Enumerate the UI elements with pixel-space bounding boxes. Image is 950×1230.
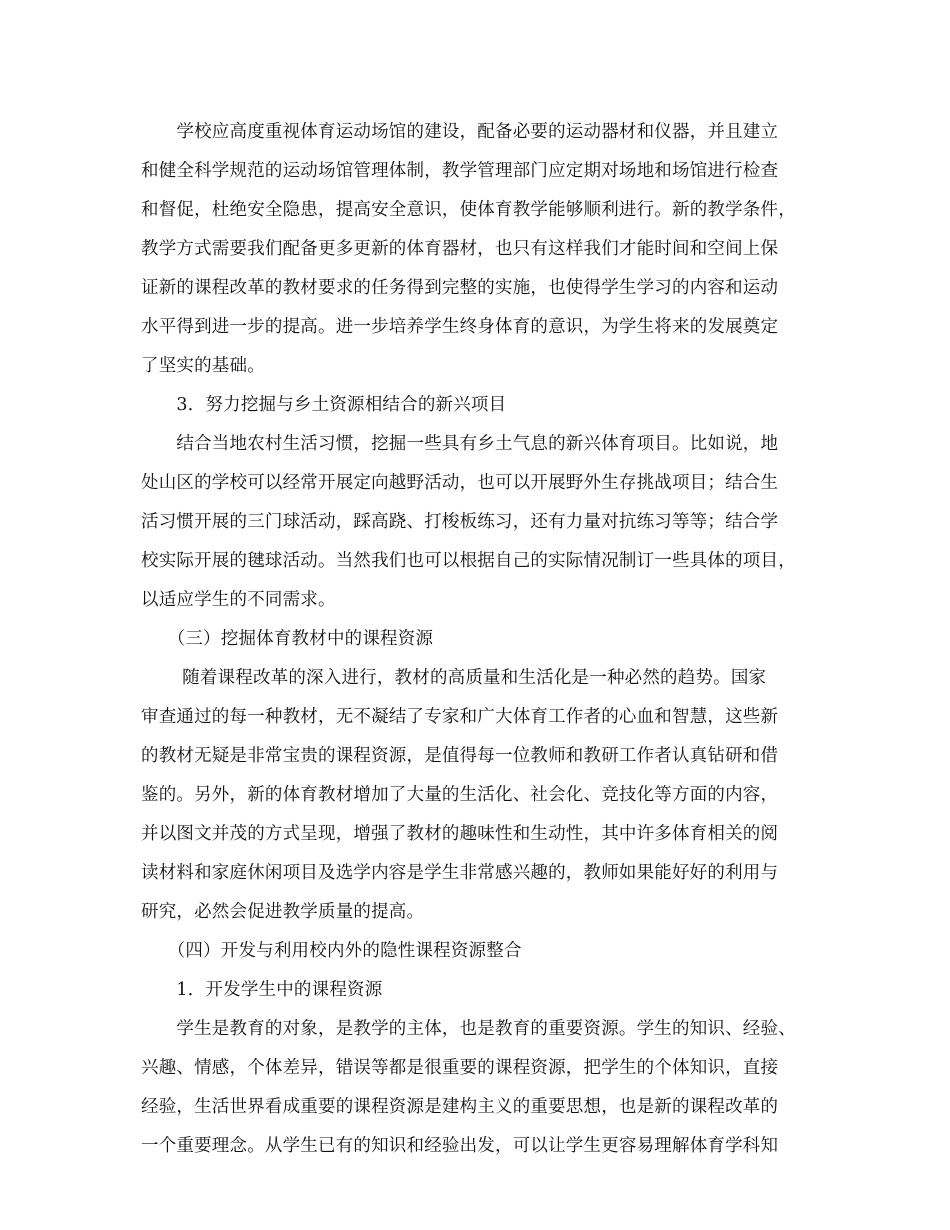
text-line: 研究，必然会促进教学质量的提高。 bbox=[141, 902, 425, 922]
text-line: 证新的课程改革的教材要求的任务得到完整的实施，也使得学生学习的内容和运动 bbox=[141, 278, 779, 298]
text-line: 学生是教育的对象，是教学的主体，也是教育的重要资源。学生的知识、经验、 bbox=[141, 1019, 796, 1039]
text-line: 校实际开展的毽球活动。当然我们也可以根据自己的实际情况制订一些具体的项目， bbox=[141, 551, 796, 571]
text-line: 鉴的。另外，新的体育教材增加了大量的生活化、社会化、竞技化等方面的内容， bbox=[141, 785, 779, 805]
text-line: 审查通过的每一种教材，无不凝结了专家和广大体育工作者的心血和智慧，这些新 bbox=[141, 707, 779, 727]
text-line: 随着课程改革的深入进行，教材的高质量和生活化是一种必然的趋势。国家 bbox=[141, 668, 767, 688]
text-line: 学校应高度重视体育运动场馆的建设，配备必要的运动器材和仪器，并且建立 bbox=[141, 122, 779, 142]
text-line: 处山区的学校可以经常开展定向越野活动，也可以开展野外生存挑战项目；结合生 bbox=[141, 473, 779, 493]
text-line: 和督促，杜绝安全隐患，提高安全意识，使体育教学能够顺利进行。新的教学条件， bbox=[141, 200, 796, 220]
text-line: 以适应学生的不同需求。 bbox=[141, 590, 336, 610]
section-heading: （三）挖掘体育教材中的课程资源 bbox=[141, 629, 434, 649]
text-line: 并以图文并茂的方式呈现，增强了教材的趣味性和生动性，其中许多体育相关的阅 bbox=[141, 824, 779, 844]
text-line: 和健全科学规范的运动场馆管理体制，教学管理部门应定期对场地和场馆进行检查 bbox=[141, 161, 779, 181]
text-line: 读材料和家庭休闲项目及选学内容是学生非常感兴趣的，教师如果能好好的利用与 bbox=[141, 863, 779, 883]
section-heading: 3．努力挖掘与乡土资源相结合的新兴项目 bbox=[141, 395, 507, 415]
text-line: 水平得到进一步的提高。进一步培养学生终身体育的意识，为学生将来的发展奠定 bbox=[141, 317, 779, 337]
text-line: 了坚实的基础。 bbox=[141, 356, 265, 376]
text-line: 结合当地农村生活习惯，挖掘一些具有乡土气息的新兴体育项目。比如说，地 bbox=[141, 434, 779, 454]
section-heading: （四）开发与利用校内外的隐性课程资源整合 bbox=[141, 941, 522, 961]
text-line: 教学方式需要我们配备更多更新的体育器材，也只有这样我们才能时间和空间上保 bbox=[141, 239, 779, 259]
text-line: 一个重要理念。从学生已有的知识和经验出发，可以让学生更容易理解体育学科知 bbox=[141, 1136, 779, 1156]
text-line: 活习惯开展的三门球活动，踩高跷、打梭板练习，还有力量对抗练习等等；结合学 bbox=[141, 512, 779, 532]
text-line: 经验，生活世界看成重要的课程资源是建构主义的重要思想，也是新的课程改革的 bbox=[141, 1097, 779, 1117]
text-line: 的教材无疑是非常宝贵的课程资源，是值得每一位教师和教研工作者认真钻研和借 bbox=[141, 746, 779, 766]
text-line: 兴趣、情感，个体差异，错误等都是很重要的课程资源，把学生的个体知识，直接 bbox=[141, 1058, 779, 1078]
section-heading: 1．开发学生中的课程资源 bbox=[141, 980, 383, 1000]
